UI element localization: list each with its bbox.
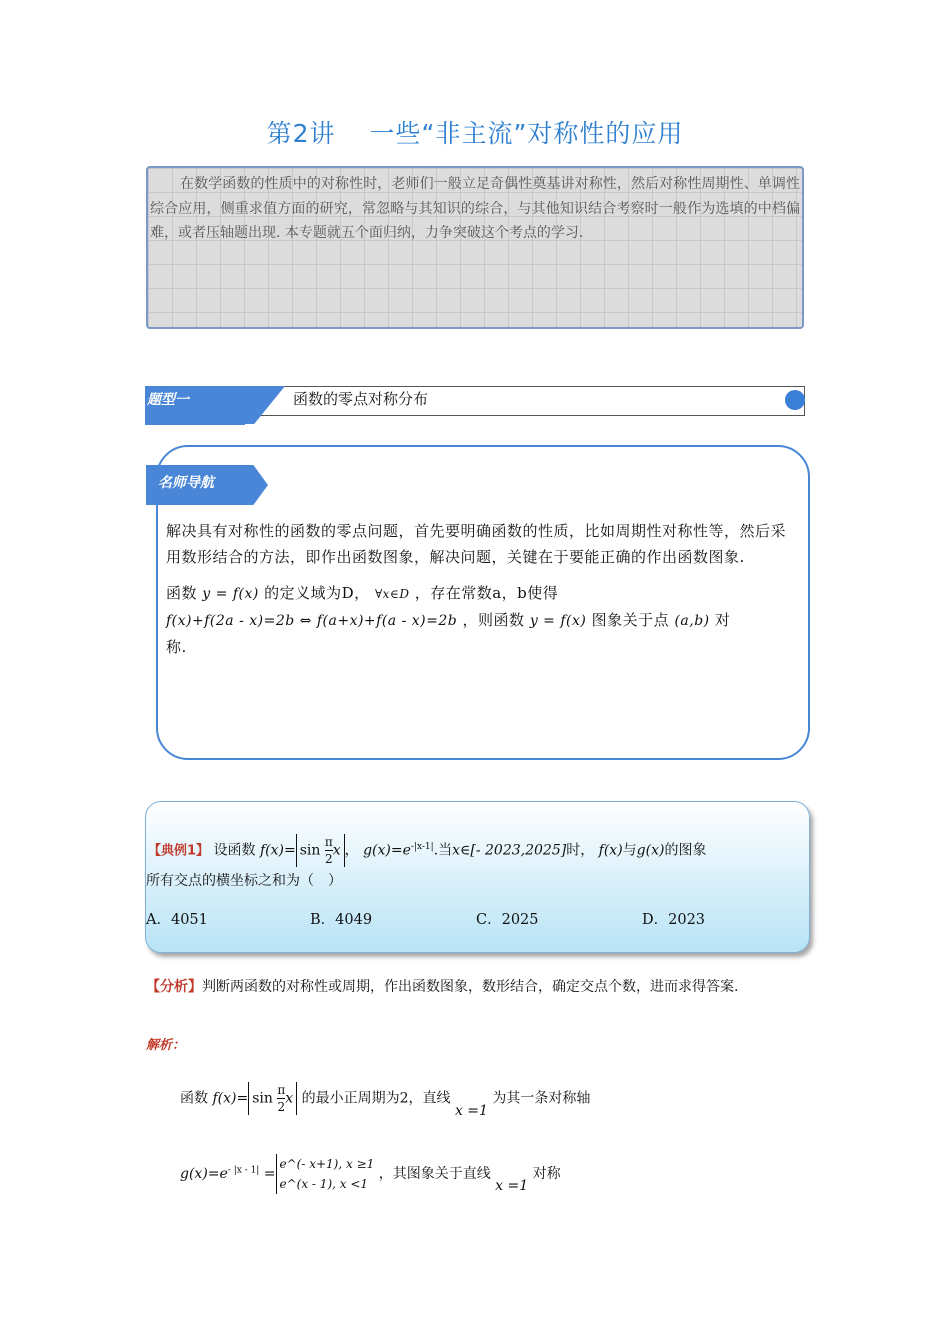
- example-tag: 【典例1】: [148, 843, 210, 859]
- solution-line-1: 函数 $f(x)= \sin \frac{\pi}{2}$ x 的最小正周期为2，直线 x =1 为其一条对称轴: [180, 1083, 591, 1119]
- solution-line-2: $g(x)=e^{- |x - 1|}$ =e^(- x+1), x ≥1 e^(x - 1), x <1 ，其图象关于直线 x =1 对称: [180, 1154, 561, 1194]
- piecewise-brace: e^(- x+1), x ≥1 e^(x - 1), x <1: [276, 1154, 375, 1194]
- guide-para-1: 解决具有对称性的函数的零点问题，首先要明确函数的性质，比如周期性对称性等，然后采用数形结合的方法，即作出函数图象，解决问题，关键在于要能正确的作出函数图象.: [166, 522, 787, 566]
- example-question-line2: 所有交点的横坐标之和为（ ）: [146, 873, 342, 889]
- option-a[interactable]: A．4051: [146, 912, 208, 928]
- abs-bars: $\sin \frac{\pi}{2}$ x: [296, 834, 345, 867]
- type-title: 函数的零点对称分布: [293, 390, 429, 408]
- lecture-number: 第2讲: [266, 119, 336, 148]
- question-type-bar: [145, 386, 805, 424]
- example-question: 【典例1】 设函数 $f(x)= \sin \frac{\pi}{2}$ x ， $g(x)=e^{-|x-1|}$.当x∈[- 2023,2025]时， f(x)与g(x)的图象: [148, 835, 707, 866]
- pi-over-two: $\frac{\pi}{2}$: [324, 835, 333, 866]
- guide-tag-label: 名师导航: [158, 475, 214, 491]
- option-d[interactable]: D．2023: [642, 912, 706, 928]
- intro-text: 在数学函数的性质中的对称性时，老师们一般立足奇偶性奠基讲对称性，然后对称性周期性、单调性综合应用，侧重求值方面的研究，常忽略与其知识的综合，与其他知识结合考察时一般作为选填的中档偏难，或者压轴题出现. 本专题就五个面归纳，力争突破这个考点的学习.: [150, 176, 800, 241]
- type-underline: [145, 423, 245, 425]
- option-b[interactable]: B．4049: [310, 912, 373, 928]
- page-title: [0, 114, 950, 150]
- option-c[interactable]: C．2025: [476, 912, 539, 928]
- solution-tag: 解析：: [146, 1038, 186, 1053]
- analysis-tag: 【分析】: [146, 979, 202, 995]
- analysis-text: 【分析】判断两函数的对称性或周期，作出函数图象，数形结合，确定交点个数，进而求得答案.: [146, 979, 739, 995]
- guide-text: [166, 518, 800, 660]
- intro-box: [146, 166, 804, 329]
- circle-bullet-icon: [785, 390, 805, 410]
- lecture-title: 一些“非主流”对称性的应用: [369, 119, 684, 148]
- guide-para-2: 函数 y = f(x) 的定义域为D， ∀x∈D ，存在常数a，b使得 f(x)+f(2a - x)=2b ⇔ f(a+x)+f(a - x)=2b ，则函数 y = f(x) 图象关于点 (a,b) 对 称.: [166, 584, 731, 656]
- type-tag-label: 题型一: [147, 392, 189, 408]
